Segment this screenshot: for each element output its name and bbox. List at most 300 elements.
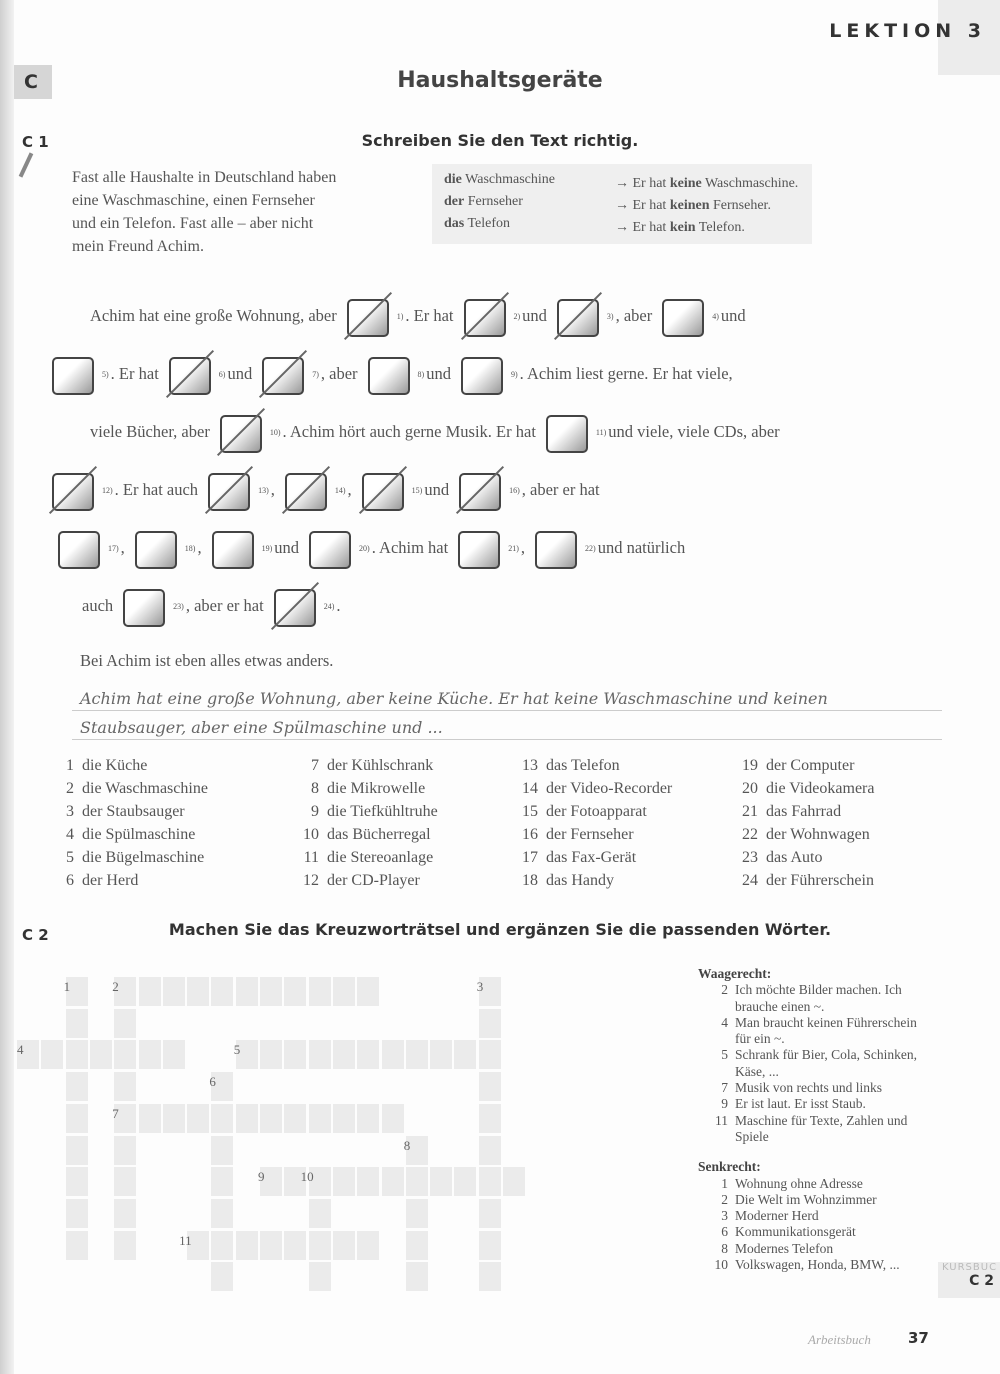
page-title: Haushaltsgeräte: [397, 68, 603, 93]
clue-text: Die Welt im Wohnzimmer: [735, 1191, 877, 1207]
story-text-segment: ,: [347, 480, 352, 499]
picture-number: 19): [261, 543, 273, 553]
crossword-cell[interactable]: [357, 977, 379, 1006]
vocab-word: die Videokamera: [766, 780, 875, 797]
clue-text: Musik von rechts und links: [735, 1080, 882, 1096]
picture-number: 9): [510, 369, 518, 379]
vocab-word: der Wohnwagen: [766, 826, 870, 843]
vocab-item: [732, 869, 874, 892]
picture-number: 23): [173, 601, 184, 611]
vocab-word: der Kühlschrank: [327, 757, 434, 774]
clue-number: 10: [714, 1257, 728, 1273]
crossword-cell[interactable]: [333, 1167, 355, 1196]
vocab-word: der Computer: [766, 757, 855, 774]
crossword-cell[interactable]: [284, 1104, 306, 1133]
crossword-cell[interactable]: [284, 1040, 306, 1069]
appliance-illustration-icon: [52, 357, 94, 395]
vocab-word: der Fotoapparat: [546, 803, 647, 820]
vocab-word: die Bügelmaschine: [82, 849, 205, 866]
crossword-cell[interactable]: [284, 977, 306, 1006]
vocab-number: 1: [66, 757, 74, 774]
vocab-item: [512, 823, 672, 846]
crossword-number: 8: [403, 1137, 411, 1153]
appliance-illustration-icon: [546, 415, 588, 453]
clue-down: [698, 1192, 928, 1208]
story-text-segment: , aber: [320, 364, 358, 383]
crossword-number: 6: [209, 1074, 216, 1090]
section-tab: C: [14, 65, 52, 99]
vocab-number: 5: [66, 849, 74, 866]
crossword-cell[interactable]: [406, 1231, 428, 1260]
appliance-picture-18: [129, 523, 181, 573]
vocab-word: der Video-Recorder: [546, 780, 673, 797]
appliance-picture-9: [455, 349, 507, 399]
crossword-cell[interactable]: [479, 1167, 501, 1196]
story-text-segment: ,: [270, 480, 275, 499]
crossword-cell[interactable]: [503, 1167, 525, 1196]
story-text-segment: ,: [520, 538, 526, 557]
crossword-cell[interactable]: [430, 1167, 452, 1196]
appliance-picture-7: [256, 349, 308, 399]
picture-number: 3): [606, 311, 614, 321]
book-name: Arbeitsbuch: [808, 1332, 871, 1347]
clue-number: 4: [721, 1014, 728, 1030]
crossword-cell[interactable]: [309, 1199, 331, 1228]
appliance-picture-4: [656, 291, 708, 341]
closing-text: Bei Achim ist eben alles etwas anders.: [80, 651, 334, 670]
crossword-cell[interactable]: [333, 977, 355, 1006]
vocab-column: [732, 754, 874, 892]
vocab-item: [512, 754, 672, 777]
example-result: [615, 176, 798, 192]
story-line: [90, 287, 746, 345]
story-text-segment: und: [274, 538, 300, 557]
story-line: [42, 345, 733, 403]
vocab-word: das Auto: [766, 849, 823, 866]
picture-number: 6): [218, 369, 226, 379]
appliance-picture-24: [268, 581, 320, 631]
crossword-cell[interactable]: [479, 1040, 501, 1069]
vocab-word: die Tiefkühltruhe: [327, 803, 438, 820]
appliance-picture-6: [163, 349, 215, 399]
clue-text: Moderner Herd: [735, 1208, 819, 1224]
clue-text: Ich möchte Bilder machen. Ich brauche einen ~.: [735, 982, 902, 1014]
crossword-cell[interactable]: [114, 1167, 136, 1196]
vocab-item: [512, 800, 672, 823]
vocab-number: 6: [66, 872, 74, 889]
vocab-word: das Telefon: [546, 757, 620, 774]
picture-number: 5): [102, 369, 109, 379]
vocab-number: 9: [311, 803, 319, 820]
crossword-cell[interactable]: [236, 977, 258, 1006]
vocab-number: 19: [742, 757, 758, 774]
crossword-cell[interactable]: [454, 1040, 476, 1069]
crossword-cell[interactable]: [90, 1040, 112, 1069]
kursbuch-reference-tab: [938, 1262, 1000, 1298]
crossword-cell[interactable]: [479, 1104, 501, 1133]
crossword-cell[interactable]: [479, 1199, 501, 1228]
crossword-cell[interactable]: [66, 1009, 88, 1038]
appliance-illustration-icon: [535, 531, 577, 569]
appliance-picture-8: [362, 349, 414, 399]
vocab-column: [48, 754, 208, 892]
appliance-picture-23: [117, 581, 169, 631]
crossword-cell[interactable]: [211, 1136, 233, 1165]
picture-number: 18): [184, 543, 196, 553]
picture-number: 22): [585, 543, 596, 553]
story-text-segment: , aber: [615, 306, 653, 325]
crossword-cell[interactable]: [163, 1040, 185, 1069]
clue-down: [698, 1224, 928, 1240]
crossword-cell[interactable]: [333, 1040, 355, 1069]
crossword-cell[interactable]: [114, 1231, 136, 1260]
appliance-illustration-icon: [368, 357, 410, 395]
example-row: [444, 194, 523, 210]
crossword-cell[interactable]: [114, 1040, 136, 1069]
clue-text: Schrank für Bier, Cola, Schinken, Käse, ...: [735, 1047, 918, 1079]
clue-down: [698, 1241, 928, 1257]
crossword-number: 2: [112, 979, 119, 994]
appliance-picture-19: [206, 523, 258, 573]
appliance-picture-10: [214, 407, 266, 457]
crossword-cell[interactable]: [187, 977, 209, 1006]
crossword-cell[interactable]: [66, 1104, 88, 1133]
clue-down: [698, 1208, 928, 1224]
picture-number: 20): [359, 543, 370, 553]
appliance-picture-13: [202, 465, 254, 515]
vocab-item: [293, 846, 438, 869]
crossword-cell[interactable]: [454, 1167, 476, 1196]
crossword-cell[interactable]: [406, 1262, 428, 1291]
picture-number: 10): [269, 427, 281, 437]
appliance-picture-15: [356, 465, 408, 515]
crossword-cell[interactable]: [260, 1040, 282, 1069]
intro-text: [72, 166, 402, 258]
crossword-cell[interactable]: [284, 1231, 306, 1260]
vocab-item: [293, 777, 438, 800]
crossword-number: 5: [233, 1042, 241, 1058]
crossword-cell[interactable]: [406, 1167, 428, 1196]
vocab-item: [732, 846, 874, 869]
across-heading: Waagerecht:: [698, 966, 772, 981]
crossword-cell[interactable]: [309, 1262, 331, 1291]
pencil-icon: [19, 152, 34, 177]
crossword-cell[interactable]: [114, 1072, 136, 1101]
vocab-item: [293, 869, 438, 892]
picture-number: 1): [396, 311, 404, 321]
clue-number: 2: [721, 982, 728, 998]
picture-number: 11): [595, 427, 607, 437]
noun: Waschmaschine: [465, 172, 555, 187]
appliance-picture-2: [458, 291, 510, 341]
crossword-cell[interactable]: [357, 1104, 379, 1133]
down-heading: Senkrecht:: [698, 1159, 761, 1175]
appliance-picture-21: [452, 523, 504, 573]
vocab-word: die Küche: [82, 757, 148, 774]
crossword-cell[interactable]: [479, 1072, 501, 1101]
vocab-word: der Führerschein: [766, 872, 874, 889]
crossword-cell[interactable]: [66, 1136, 88, 1165]
vocab-number: 8: [311, 780, 319, 797]
appliance-picture-5: [46, 349, 98, 399]
crossword-number: 1: [63, 979, 71, 994]
clue-down: [698, 1257, 928, 1273]
vocab-number: 2: [66, 780, 74, 797]
crossword-cell[interactable]: [187, 1104, 209, 1133]
crossword-cell[interactable]: [139, 1104, 161, 1133]
vocab-number: 20: [742, 780, 758, 797]
crossword-cell[interactable]: [139, 1040, 161, 1069]
appliance-picture-22: [529, 523, 581, 573]
lektion-label: LEKTION 3: [829, 20, 986, 42]
crossword-cell[interactable]: [309, 1040, 331, 1069]
crossword-clues: [698, 966, 928, 1273]
picture-number: 13): [258, 485, 269, 495]
crossword-cell[interactable]: [211, 1231, 233, 1260]
crossword-cell[interactable]: [479, 1009, 501, 1038]
vocab-word: das Fax-Gerät: [546, 849, 637, 866]
clue-text: Modernes Telefon: [735, 1240, 834, 1256]
crossword-cell[interactable]: [260, 977, 282, 1006]
appliance-picture-12: [46, 465, 98, 515]
noun: Waschmaschine.: [704, 176, 799, 191]
crossword-cell[interactable]: [406, 1199, 428, 1228]
clue-number: 2: [721, 1191, 728, 1207]
vocab-number: 23: [742, 849, 758, 866]
clue-across: [698, 1080, 928, 1096]
story-text-segment: ,: [120, 538, 125, 557]
vocab-number: 4: [66, 826, 74, 843]
vocab-item: [48, 754, 208, 777]
crossword-cell[interactable]: [114, 1009, 136, 1038]
clue-text: Maschine für Texte, Zahlen und Spiele: [735, 1112, 908, 1144]
vocab-item: [48, 869, 208, 892]
story-line: [90, 403, 780, 461]
crossword-cell[interactable]: [211, 1104, 233, 1133]
picture-number: 24): [323, 601, 335, 611]
appliance-illustration-icon: [458, 531, 500, 569]
appliance-picture-20: [303, 523, 355, 573]
crossword-cell[interactable]: [260, 1231, 282, 1260]
crossword-cell[interactable]: [211, 1262, 233, 1291]
story-line: [42, 461, 600, 519]
vocab-item: [48, 823, 208, 846]
clue-text: Volkswagen, Honda, BMW, ...: [735, 1257, 900, 1273]
appliance-picture-3: [551, 291, 603, 341]
crossword-number: 7: [112, 1105, 119, 1121]
picture-number: 4): [712, 311, 719, 321]
arrow-icon: →: [615, 220, 629, 235]
clue-across: [698, 1096, 928, 1112]
appliance-picture-1: [341, 291, 393, 341]
appliance-picture-11: [540, 407, 592, 457]
vocab-number: 16: [522, 826, 538, 843]
example-result: [615, 198, 771, 214]
vocab-number: 21: [742, 803, 758, 820]
vocab-word: der Herd: [82, 872, 139, 889]
story-text-segment: und viele, viele CDs, aber: [608, 422, 780, 441]
story-text-segment: und natürlich: [597, 538, 686, 557]
vocab-item: [732, 800, 874, 823]
crossword-cell[interactable]: [114, 1199, 136, 1228]
phrase: Er hat: [632, 176, 667, 191]
picture-number: 21): [508, 543, 519, 553]
picture-number: 14): [334, 485, 346, 495]
clue-text: Er ist laut. Er isst Staub.: [735, 1096, 866, 1112]
intro-line: und ein Telefon. Fast alle – aber nicht: [72, 215, 314, 232]
crossword-cell[interactable]: [260, 1104, 282, 1133]
appliance-illustration-icon: [309, 531, 351, 569]
crossword-cell[interactable]: [382, 1104, 404, 1133]
noun: Fernseher.: [713, 198, 771, 213]
crossword-cell[interactable]: [479, 1262, 501, 1291]
vocab-word: der Fernseher: [546, 826, 634, 843]
clue-text: Man braucht keinen Führerschein für ein ~.: [735, 1014, 917, 1047]
clue-number: 1: [721, 1175, 728, 1191]
vocab-number: 17: [522, 849, 538, 866]
story-text-segment: . Er hat: [405, 306, 454, 325]
vocab-word: das Fahrrad: [766, 803, 842, 820]
crossword-cell[interactable]: [236, 1104, 258, 1133]
story-text-segment: und: [522, 306, 547, 325]
crossword-cell[interactable]: [66, 1199, 88, 1228]
appliance-picture-14: [279, 465, 331, 515]
vocab-number: 10: [303, 826, 319, 843]
crossword-cell[interactable]: [66, 1040, 88, 1069]
negation: kein: [669, 220, 696, 235]
crossword-cell[interactable]: [333, 1231, 355, 1260]
vocab-word: das Bücherregal: [327, 826, 431, 843]
clue-number: 11: [715, 1112, 728, 1128]
appliance-illustration-icon: [662, 299, 704, 337]
vocab-item: [732, 777, 874, 800]
clue-number: 3: [721, 1208, 728, 1224]
crossword-cell[interactable]: [211, 1199, 233, 1228]
intro-line: Fast alle Haushalte in Deutschland haben: [72, 169, 337, 186]
appliance-illustration-icon: [58, 531, 100, 569]
story-text-segment: Achim hat eine große Wohnung, aber: [90, 306, 337, 325]
crossword-cell[interactable]: [41, 1040, 63, 1069]
crossword-cell[interactable]: [211, 1167, 233, 1196]
clue-text: Kommunikationsgerät: [735, 1224, 856, 1240]
vocab-number: 15: [522, 803, 538, 820]
picture-number: 16): [509, 485, 520, 495]
crossword-cell[interactable]: [66, 1072, 88, 1101]
vocab-column: [512, 754, 672, 892]
crossword-cell[interactable]: [382, 1040, 404, 1069]
negation: keine: [669, 176, 702, 191]
vocab-number: 24: [742, 872, 758, 889]
crossword-cell[interactable]: [139, 977, 161, 1006]
vocab-number: 14: [522, 780, 538, 797]
picture-number: 8): [417, 369, 425, 379]
handwritten-answer-line: Staubsauger, aber eine Spülmaschine und ...: [80, 718, 443, 737]
example-row: [444, 216, 510, 232]
clue-across: [698, 1015, 928, 1048]
crossword-number: 10: [300, 1169, 314, 1185]
crossword-cell[interactable]: [309, 977, 331, 1006]
vocab-word: die Mikrowelle: [327, 780, 426, 797]
crossword-cell[interactable]: [163, 977, 185, 1006]
story-text-segment: . Er hat auch: [114, 480, 199, 499]
noun: Telefon.: [698, 220, 745, 235]
crossword-cell[interactable]: [333, 1104, 355, 1133]
vocab-item: [293, 800, 438, 823]
story-text-segment: und: [424, 480, 450, 499]
crossword-cell[interactable]: [236, 1231, 258, 1260]
story-text-segment: und: [720, 306, 746, 325]
appliance-illustration-icon: [461, 357, 503, 395]
crossword-cell[interactable]: [114, 1136, 136, 1165]
crossword-cell[interactable]: [309, 1104, 331, 1133]
crossword-cell[interactable]: [406, 1040, 428, 1069]
crossword-cell[interactable]: [479, 1136, 501, 1165]
clue-number: 7: [721, 1080, 728, 1096]
story-text-segment: . Achim liest gerne. Er hat viele,: [519, 364, 733, 383]
vocab-word: die Waschmaschine: [82, 780, 208, 797]
negation: keinen: [669, 198, 710, 213]
vocab-item: [48, 777, 208, 800]
crossword-cell[interactable]: [430, 1040, 452, 1069]
picture-number: 12): [102, 485, 113, 495]
phrase: Er hat: [632, 198, 667, 213]
arrow-icon: →: [615, 176, 629, 191]
story-text-segment: , aber er hat: [185, 596, 264, 615]
crossword-cell[interactable]: [66, 1231, 88, 1260]
story-text-segment: . Achim hat: [371, 538, 449, 557]
handwritten-answer-line: Achim hat eine große Wohnung, aber keine Küche. Er hat keine Waschmaschine und keinen: [80, 689, 828, 708]
appliance-picture-17: [52, 523, 104, 573]
picture-number: 2): [513, 311, 521, 321]
crossword-cell[interactable]: [357, 1040, 379, 1069]
vocab-word: die Stereoanlage: [327, 849, 434, 866]
picture-number: 15): [411, 485, 423, 495]
appliance-illustration-icon: [135, 531, 177, 569]
crossword-cell[interactable]: [479, 1231, 501, 1260]
clue-text: Wohnung ohne Adresse: [735, 1175, 863, 1191]
clue-across: [698, 982, 928, 1015]
noun: Telefon: [467, 216, 511, 231]
vocab-item: [48, 846, 208, 869]
story-line: [82, 577, 341, 635]
story-text-segment: . Achim hört auch gerne Musik. Er hat: [282, 422, 536, 441]
example-result: [615, 220, 745, 236]
crossword-cell[interactable]: [382, 1167, 404, 1196]
crossword-cell[interactable]: [357, 1231, 379, 1260]
vocab-item: [293, 754, 438, 777]
crossword-cell[interactable]: [66, 1167, 88, 1196]
arrow-icon: →: [615, 198, 629, 213]
crossword-cell[interactable]: [357, 1167, 379, 1196]
clue-down: [698, 1176, 928, 1192]
intro-line: mein Freund Achim.: [72, 238, 204, 255]
crossword-cell[interactable]: [163, 1104, 185, 1133]
story-text-segment: auch: [82, 596, 114, 615]
article: der: [444, 194, 465, 209]
vocab-item: [512, 777, 672, 800]
clue-number: 6: [721, 1224, 728, 1240]
story-text-segment: .: [336, 596, 341, 615]
kursbuch-tab-label: KURSBUC: [942, 1262, 998, 1273]
crossword-number: 4: [17, 1042, 24, 1058]
crossword-cell[interactable]: [211, 977, 233, 1006]
story-text-segment: ,: [197, 538, 202, 557]
crossword-number: 11: [179, 1232, 192, 1248]
appliance-illustration-icon: [212, 531, 254, 569]
crossword-number: 3: [476, 979, 484, 994]
vocab-number: 11: [303, 849, 319, 866]
crossword-cell[interactable]: [309, 1231, 331, 1260]
